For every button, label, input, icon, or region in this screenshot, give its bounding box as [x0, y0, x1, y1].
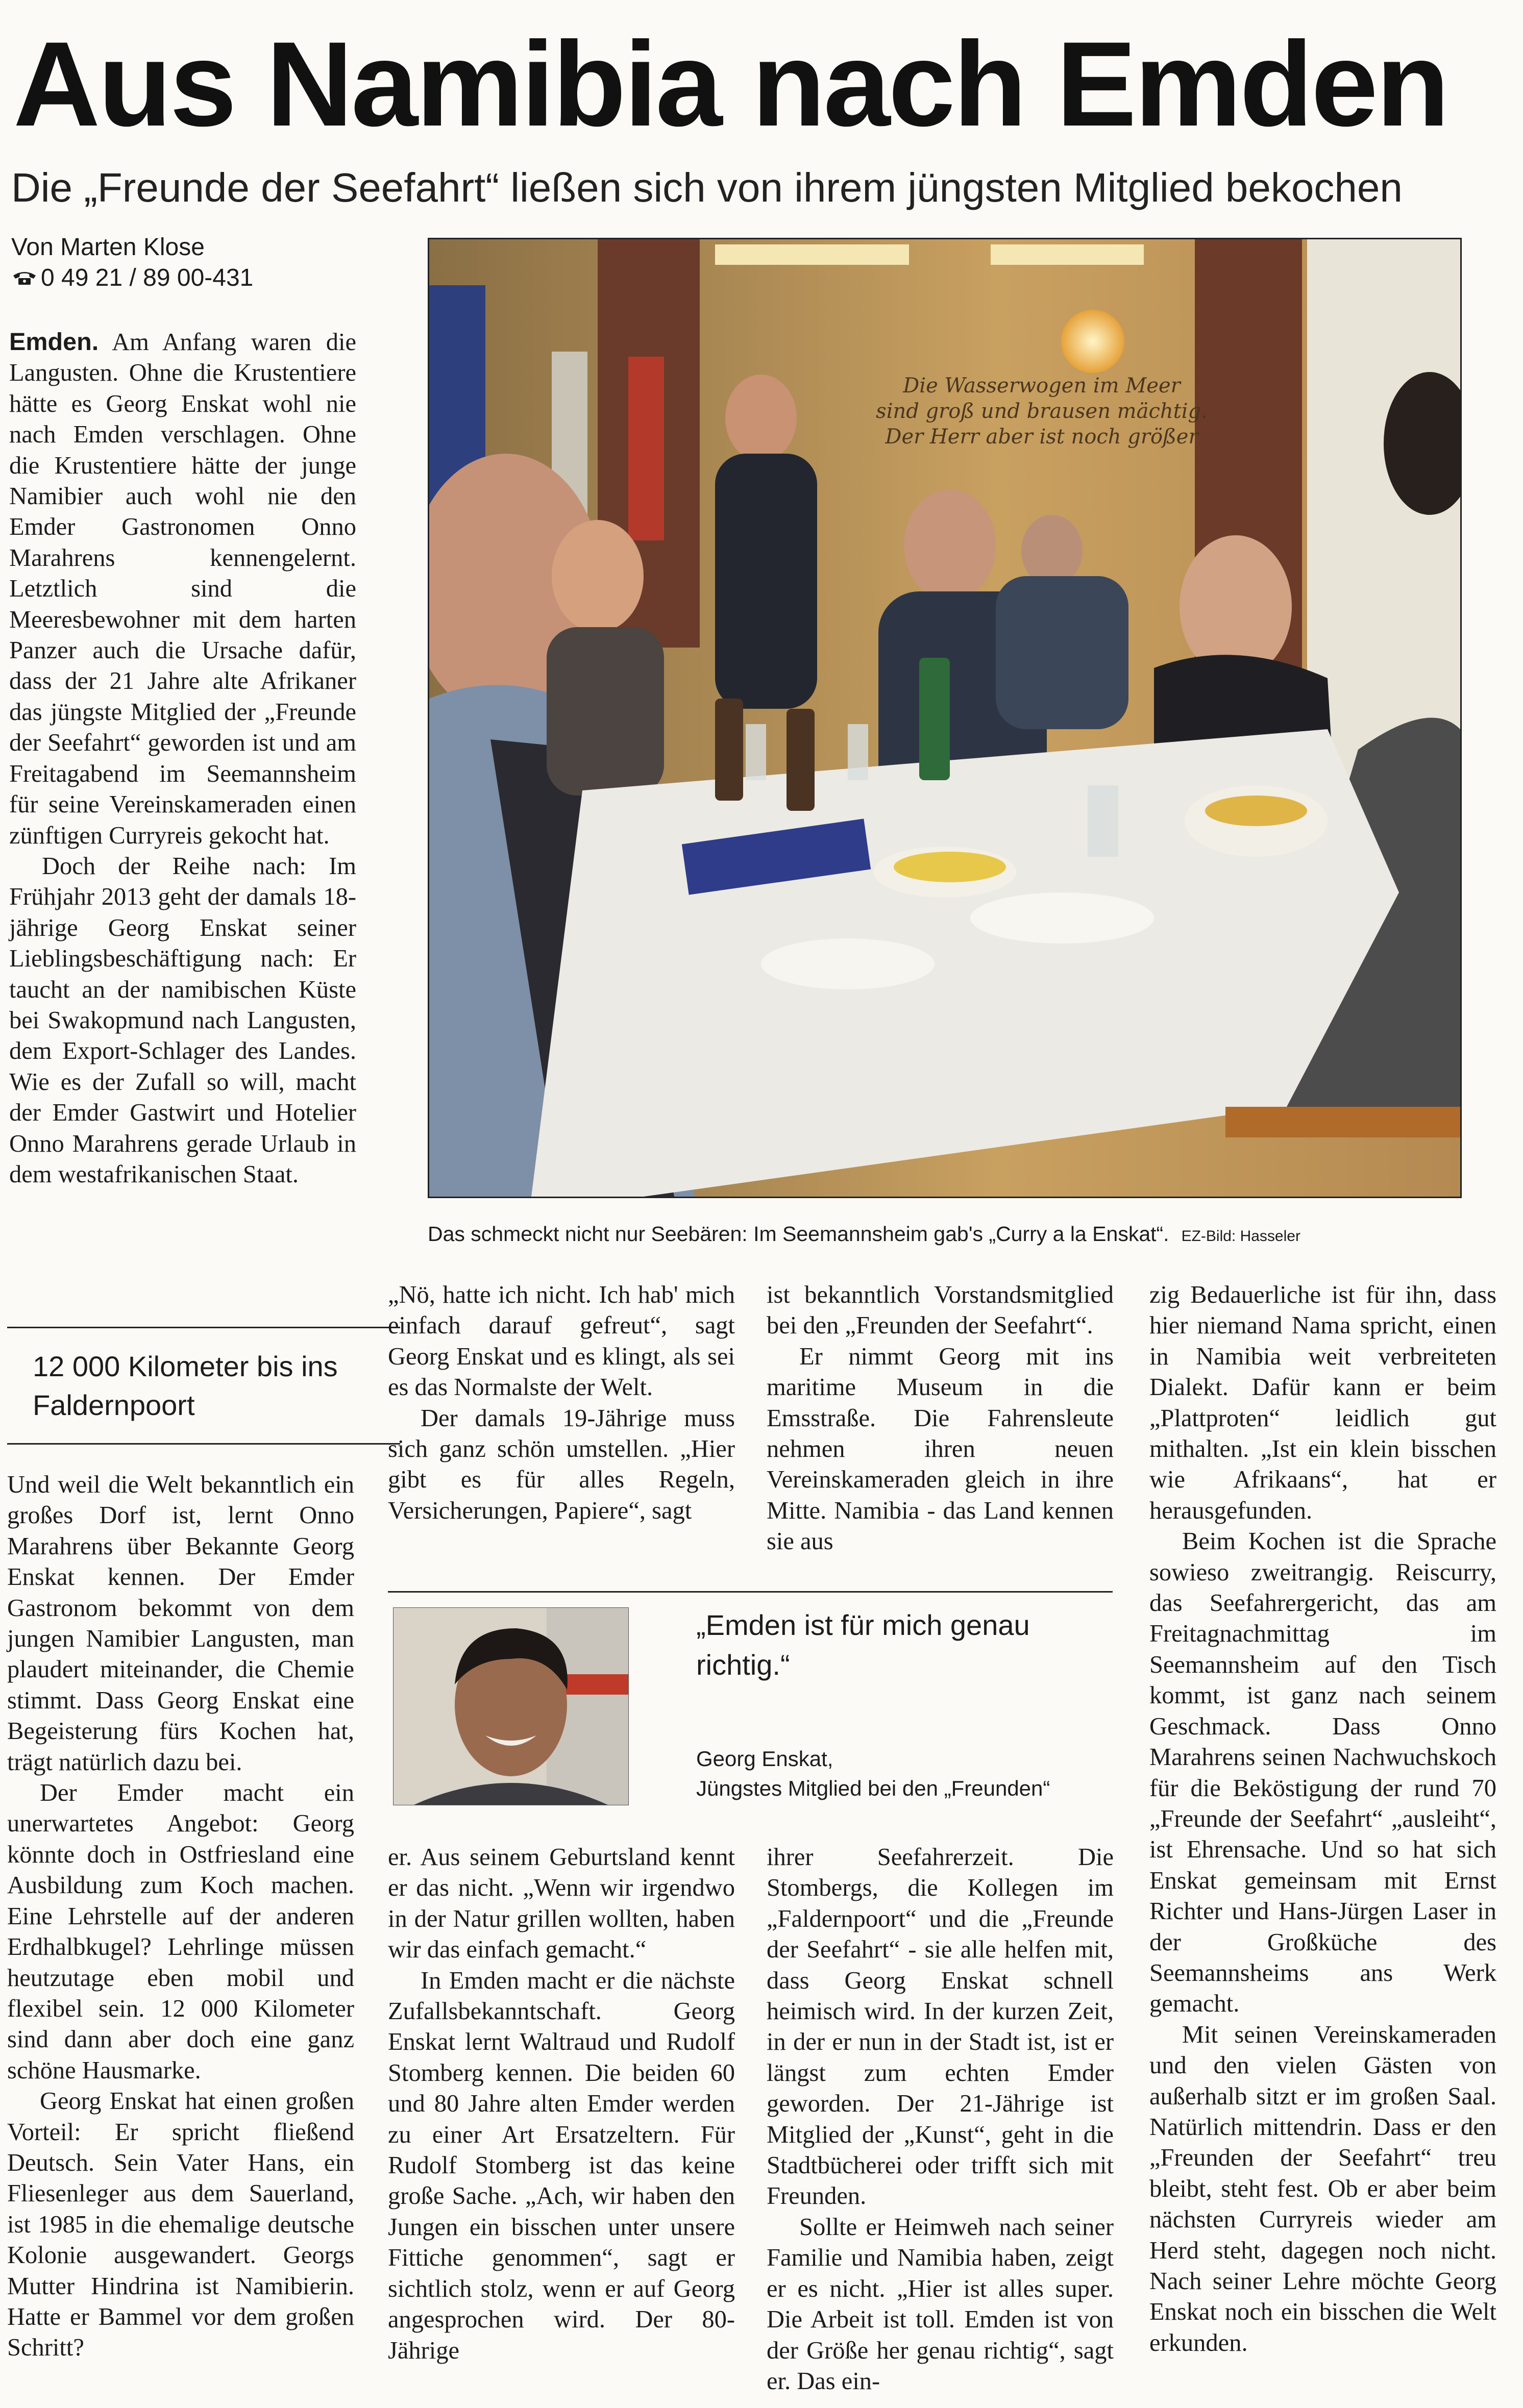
divider-rule — [7, 1327, 400, 1328]
subheadline: Die „Freunde der Seefahrt“ ließen sich von ihrem jüngsten Mitglied bekochen — [11, 165, 1403, 210]
quote-role: Jüngstes Mitglied bei den „Freunden“ — [696, 1776, 1050, 1800]
paragraph: Er nimmt Georg mit ins maritime Museum in die Emsstraße. Die Fahrensleute nehmen ihren neuen Vereinskameraden gleich in ihre Mitte. Namibia - das Land kennen sie aus — [767, 1343, 1114, 1555]
paragraph: „Nö, hatte ich nicht. Ich hab' mich einfach darauf gefreut“, sagt Georg Enskat und es klingt, als sei es das Normalste der Welt. — [388, 1281, 735, 1401]
column-2-top — [388, 1280, 735, 1566]
byline — [11, 232, 409, 293]
telephone-icon — [11, 263, 38, 293]
divider-rule — [7, 1443, 400, 1445]
portrait-photo — [393, 1607, 629, 1805]
svg-text:sind groß und brausen mächtig.: sind groß und brausen mächtig. — [876, 400, 1208, 423]
author: Von Marten Klose — [11, 234, 205, 261]
paragraph: Beim Kochen ist die Sprache sowieso zweitrangig. Reiscurry, das Seefahrergericht, das am Freitagnachmittag im Seemannsheim auf den Tisch kommt, ist ganz nach seinem Geschmack. Dass Onno Marahrens seinen Nachwuchskoch für die Beköstigung der rund 70 „Freunde der Seefahrt“ „ausleiht“, ist Ehrensache. Und so hat sich Enskat gemeinsam mit Ernst Richter und Hans-Jürgen Laser in der Großküche des Seemannsheims ans Werk gemacht. — [1149, 1528, 1496, 2018]
headline: Aus Namibia nach Emden — [13, 17, 1448, 152]
paragraph: ist bekanntlich Vorstandsmitglied bei den „Freunden der Seefahrt“. — [767, 1281, 1114, 1339]
main-photo — [428, 238, 1462, 1198]
paragraph: Emden. Am Anfang waren die Langusten. Ohne die Krustentiere hätte es Georg Enskat wohl nie nach Emden verschlagen. Ohne die Krustentiere hätte der junge Namibier auch wohl nie den Emder Gastronomen Onno Marahrens kennengelernt. Letztlich sind die Meeresbewohner mit dem harten Panzer auch die Ursache dafür, dass der 21 Jahre alte Afrikaner das jüngste Mitglied der „Freunde der Seefahrt“ geworden ist und am Freitagabend im Seemannsheim für seine Vereinskameraden einen zünftigen Curryreis gekocht hat. — [9, 328, 356, 849]
section-heading: 12 000 Kilometer bis ins Faldernpoort — [33, 1350, 338, 1421]
phone-row — [11, 263, 409, 293]
photo-caption — [428, 1221, 1464, 1250]
caption-text: Das schmeckt nicht nur Seebären: Im Seemannsheim gab's „Curry a la Enskat“. — [428, 1222, 1169, 1246]
paragraph: Sollte er Heimweh nach seiner Familie und Namibia haben, zeigt er es nicht. „Hier ist alles super. Die Arbeit ist toll. Emden ist von der Größe her genau richtig“, sagt er. Das ein- — [767, 2213, 1114, 2395]
quote-name: Georg Enskat, — [696, 1747, 833, 1771]
column-3-top — [767, 1280, 1114, 1566]
column-1-bottom — [7, 1470, 354, 2403]
column-3-bottom — [767, 1842, 1114, 2403]
paragraph: Doch der Reihe nach: Im Frühjahr 2013 geht der damals 18-jährige Georg Enskat seiner Lieblingsbeschäftigung nach: Er taucht an der namibischen Küste bei Swakopmund nach Langusten, dem Export-Schlager des Landes. Wie es der Zufall so will, macht der Emder Gastwirt und Hotelier Onno Marahrens gerade Urlaub in dem westafrikanischen Staat. — [9, 852, 356, 1188]
paragraph: Georg Enskat hat einen großen Vorteil: Er spricht fließend Deutsch. Sein Vater Hans, ein Fliesenleger aus dem Sauerland, ist 1985 in die ehemalige deutsche Kolonie ausgewandert. Georgs Mutter Hindrina ist Namibierin. Hatte er Bammel vor dem großen Schritt? — [7, 2088, 354, 2362]
column-4 — [1149, 1280, 1496, 2402]
paragraph: Der damals 19-Jährige muss sich ganz schön umstellen. „Hier gibt es für alles Regeln, Versicherungen, Papiere“, sagt — [388, 1404, 735, 1524]
quote-attribution — [696, 1744, 1156, 1803]
svg-text:Der Herr aber ist noch größer: Der Herr aber ist noch größer — [885, 425, 1198, 449]
paragraph: Mit seinen Vereinskameraden und den vielen Gästen von außerhalb sitzt er im großen Saal. Natürlich mittendrin. Dass er den „Freunden der Seefahrt“ treu bleibt, steht fest. Ob er aber beim nächsten Curryreis wieder am Herd steht, dagegen noch nicht. Nach seiner Lehre möchte Georg Enskat noch ein bisschen die Welt erkunden. — [1149, 2021, 1496, 2356]
paragraph: zig Bedauerliche ist für ihn, dass hier niemand Nama spricht, einen in Namibia weit verbreiteten Dialekt. Dafür kann er beim „Plattproten“ leidlich gut mithalten. „Ist ein klein bisschen wie Afrikaans“, hat er herausgefunden. — [1149, 1281, 1496, 1524]
paragraph: ihrer Seefahrerzeit. Die Stombergs, die Kollegen im „Faldernpoort“ und die „Freunde der Seefahrt“ - sie alle helfen mit, dass Georg Enskat schnell heimisch wird. In der kurzen Zeit, in der er nun in der Stadt ist, ist er längst zum echten Emder geworden. Der 21-Jährige ist Mitglied der „Kunst“, geht in die Stadtbücherei oder trifft sich mit Freunden. — [767, 1844, 1114, 2210]
column-2-bottom — [388, 1842, 735, 2403]
paragraph: Und weil die Welt bekanntlich ein großes Dorf ist, lernt Onno Marahrens über Bekannte Georg Enskat kennen. Der Emder Gastronom bekommt von dem jungen Namibier Langusten, man plaudert miteinander, die Chemie stimmt. Dass Georg Enskat eine Begeisterung fürs Kochen hat, trägt natürlich dazu bei. — [7, 1471, 354, 1776]
column-1-top — [9, 327, 356, 1296]
paragraph: er. Aus seinem Geburtsland kennt er das nicht. „Wenn wir irgendwo in der Natur grillen wollten, haben wir das einfach gemacht.“ — [388, 1844, 735, 1964]
dateline: Emden. — [9, 328, 99, 356]
paragraph: Der Emder macht ein unerwartetes Angebot: Georg könnte doch in Ostfriesland eine Ausbildung zum Koch machen. Eine Lehrstelle auf der anderen Erdhalbkugel? Lehrlinge müssen heutzutage eben mobil und flexibel sein. 12 000 Kilometer sind dann aber doch eine ganz schöne Hausmarke. — [7, 1779, 354, 2084]
quote-rule-top — [388, 1591, 1113, 1593]
phone-number: 0 49 21 / 89 00-431 — [41, 264, 254, 291]
paragraph: In Emden macht er die nächste Zufallsbekanntschaft. Georg Enskat lernt Waltraud und Rudolf Stomberg kennen. Die beiden 60 und 80 Jahre alten Emder werden zu einer Art Ersatzeltern. Für Rudolf Stomberg ist das keine große Sache. „Ach, wir haben den Jungen ein bisschen unter unsere Fittiche genommen“, sagt er sichtlich stolz, wenn er auf Georg angesprochen wird. Der 80-Jährige — [388, 1967, 735, 2364]
pull-quote: „Emden ist für mich genau richtig.“ — [696, 1609, 1030, 1681]
photo-credit: EZ-Bild: Hasseler — [1181, 1228, 1300, 1245]
wall-inscription: Die Wasserwogen im Meer — [903, 374, 1181, 398]
